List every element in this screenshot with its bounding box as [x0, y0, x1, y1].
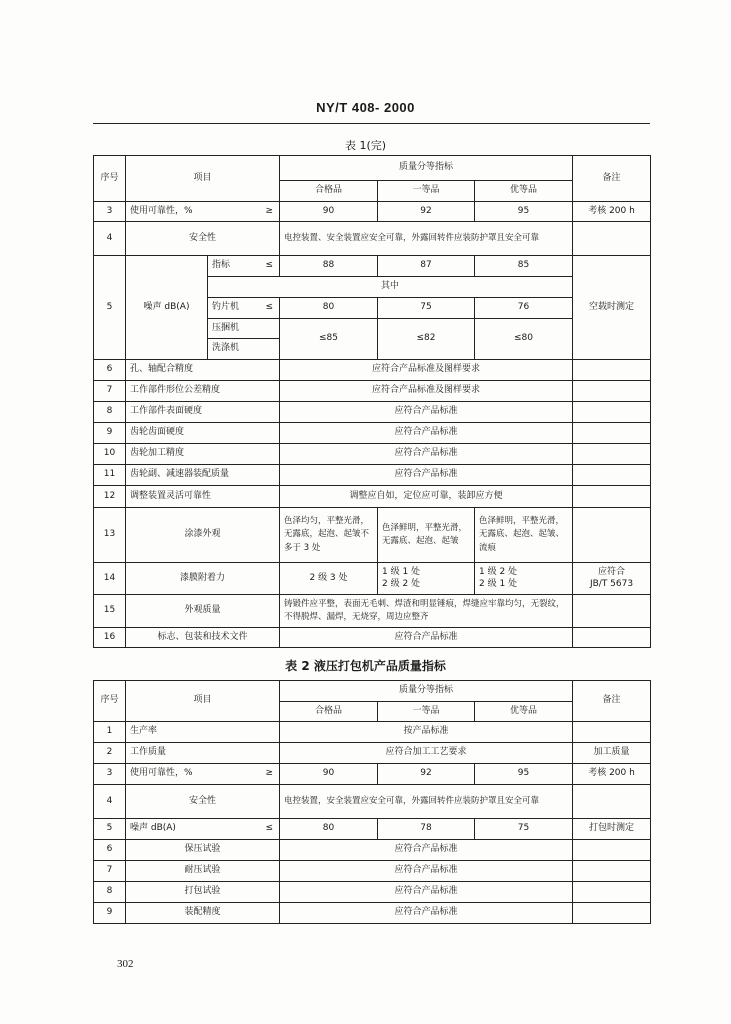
qualified-value: ≤85: [280, 319, 378, 360]
item-label: 安全性: [126, 222, 280, 256]
requirement-cell: 应符合产品标准: [280, 628, 573, 648]
comparison-symbol: ≤: [265, 823, 274, 834]
first-class-value: 78: [378, 819, 475, 840]
remark-cell: 打包时测定: [573, 819, 651, 840]
table1-caption: 表 1(完): [344, 139, 387, 152]
remark-cell: [573, 722, 651, 743]
row-number: 4: [94, 785, 126, 819]
superior-value: ≤80: [475, 319, 573, 360]
requirement-cell: 调整应自如，定位应可靠，装卸应方便: [280, 486, 573, 508]
comparison-symbol: ≥: [265, 205, 274, 216]
first-class-value: 75: [378, 298, 475, 319]
item-label: 调整装置灵活可靠性: [126, 486, 280, 508]
superior-value: [475, 563, 573, 595]
row-number: 2: [94, 743, 126, 764]
row-number: 5: [94, 256, 126, 360]
remark-cell: 加工质量: [573, 743, 651, 764]
table2-row: [94, 840, 651, 861]
item-label: 齿轮副、减速器装配质量: [126, 465, 280, 486]
requirement-cell: 应符合产品标准: [280, 465, 573, 486]
item-label: 工作质量: [126, 743, 280, 764]
table1-row: [94, 486, 651, 508]
remark-cell: [573, 423, 651, 444]
table1-row: [94, 595, 651, 628]
table1-row: [94, 465, 651, 486]
remark-cell: 考核 200 h: [573, 202, 651, 222]
row-number: 10: [94, 444, 126, 465]
remark-cell: [573, 444, 651, 465]
sub-item-cell: [208, 298, 280, 319]
table1-row: [94, 360, 651, 381]
superior-value: 76: [475, 298, 573, 319]
superior-value: 95: [475, 202, 573, 222]
remark-cell: [573, 785, 651, 819]
table1-header-qualified: 合格品: [280, 181, 378, 202]
table2-header-no: 序号: [94, 681, 126, 722]
item-label: 外观质量: [126, 595, 280, 628]
remark-cell: [573, 465, 651, 486]
table2-header-superior: 优等品: [475, 702, 573, 722]
first-class-value: [378, 563, 475, 595]
remark-cell: [573, 840, 651, 861]
table2-header-group: 质量分等指标: [280, 681, 573, 702]
table1-header-no: 序号: [94, 156, 126, 202]
superior-value: 95: [475, 764, 573, 785]
item-label: 齿轮加工精度: [126, 444, 280, 465]
item-label: 漆膜附着力: [126, 563, 280, 595]
row-number: 9: [94, 903, 126, 924]
table2-header-first: 一等品: [378, 702, 475, 722]
table2-row: [94, 882, 651, 903]
table2-header-remark: 备注: [573, 681, 651, 722]
item-label: 使用可靠性，%: [130, 768, 193, 779]
item-label: 齿轮齿面硬度: [126, 423, 280, 444]
sub-item-label: 洗涤机: [208, 339, 280, 360]
requirement-cell: 铸锻件应平整，表面无毛刺、焊渣和明显锤痕，焊缝应牢靠均匀，无裂纹，不得脱焊、漏焊，无烧穿，周边应整齐: [280, 595, 573, 628]
remark-line: 应符合: [598, 567, 626, 578]
first-class-value: 92: [378, 764, 475, 785]
qualified-value: 88: [280, 256, 378, 277]
remark-cell: [573, 381, 651, 402]
row-number: 13: [94, 508, 126, 563]
table2: [93, 680, 651, 924]
table2-header-item: 项目: [126, 681, 280, 722]
table1-row: [94, 423, 651, 444]
row-number: 11: [94, 465, 126, 486]
table2-row: [94, 861, 651, 882]
sub-item-label: 压捆机: [208, 319, 280, 339]
table1-row: [94, 256, 651, 277]
item-label: 孔、轴配合精度: [126, 360, 280, 381]
row-number: 4: [94, 222, 126, 256]
standard-header: NY/T 408- 2000: [316, 100, 415, 115]
requirement-cell: 应符合产品标准: [280, 882, 573, 903]
requirement-cell: 应符合产品标准: [280, 444, 573, 465]
table1-row: [94, 222, 651, 256]
table2-row: [94, 764, 651, 785]
row-number: 14: [94, 563, 126, 595]
row-number: 7: [94, 861, 126, 882]
sub-item-label: 钓片机: [212, 302, 240, 313]
table2-row: [94, 819, 651, 840]
table1-row: [94, 402, 651, 423]
among-label: 其中: [208, 277, 573, 298]
requirement-cell: 应符合产品标准: [280, 423, 573, 444]
item-label: 装配精度: [126, 903, 280, 924]
first-class-value: ≤82: [378, 319, 475, 360]
requirement-cell: 应符合产品标准: [280, 861, 573, 882]
item-label: 涂漆外观: [126, 508, 280, 563]
row-number: 12: [94, 486, 126, 508]
sub-item-cell: [208, 256, 280, 277]
requirement-cell: 应符合加工工艺要求: [280, 743, 573, 764]
item-cell: [126, 202, 280, 222]
table1-header-remark: 备注: [573, 156, 651, 202]
remark-cell: [573, 882, 651, 903]
first-class-line: 2 级 2 处: [382, 578, 421, 589]
page-number: 302: [117, 958, 134, 970]
remark-cell: [573, 360, 651, 381]
first-class-value: 色泽鲜明，平整光滑，无露底、起泡、起皱: [378, 508, 475, 563]
qualified-value: 90: [280, 202, 378, 222]
row-number: 7: [94, 381, 126, 402]
row-number: 8: [94, 402, 126, 423]
table1-header-group: 质量分等指标: [280, 156, 573, 181]
remark-cell: 考核 200 h: [573, 764, 651, 785]
table1-row: [94, 508, 651, 563]
sub-item-label: 指标: [212, 260, 231, 271]
superior-line: 1 级 2 处: [479, 567, 518, 578]
table1-row: [94, 202, 651, 222]
item-label: 打包试验: [126, 882, 280, 903]
item-label: 耐压试验: [126, 861, 280, 882]
remark-cell: [573, 903, 651, 924]
item-cell: [126, 764, 280, 785]
item-label: 保压试验: [126, 840, 280, 861]
requirement-cell: 应符合产品标准: [280, 903, 573, 924]
qualified-value: 2 级 3 处: [280, 563, 378, 595]
item-label: 标志、包装和技术文件: [126, 628, 280, 648]
row-number: 9: [94, 423, 126, 444]
row-number: 6: [94, 360, 126, 381]
table1-row: [94, 444, 651, 465]
superior-value: 75: [475, 819, 573, 840]
remark-cell: [573, 628, 651, 648]
item-label: 噪声 dB(A): [126, 256, 208, 360]
requirement-cell: 应符合产品标准及图样要求: [280, 381, 573, 402]
table1-row: [94, 628, 651, 648]
table1-row: [94, 563, 651, 595]
table1-header-superior: 优等品: [475, 181, 573, 202]
comparison-symbol: ≤: [265, 302, 274, 313]
qualified-value: 80: [280, 819, 378, 840]
row-number: 5: [94, 819, 126, 840]
item-label: 使用可靠性，%: [130, 205, 193, 216]
item-label: 工作部件形位公差精度: [126, 381, 280, 402]
remark-cell: [573, 595, 651, 628]
comparison-symbol: ≥: [265, 768, 274, 779]
row-number: 15: [94, 595, 126, 628]
table1-header-item: 项目: [126, 156, 280, 202]
qualified-value: 色泽均匀，平整光滑，无露底，起泡、起皱不多于 3 处: [280, 508, 378, 563]
qualified-value: 80: [280, 298, 378, 319]
remark-line: JB/T 5673: [589, 578, 634, 589]
row-number: 1: [94, 722, 126, 743]
table1-header-first: 一等品: [378, 181, 475, 202]
item-label: 噪声 dB(A): [130, 823, 176, 834]
row-number: 3: [94, 764, 126, 785]
requirement-cell: 应符合产品标准: [280, 402, 573, 423]
requirement-cell: 应符合产品标准: [280, 840, 573, 861]
requirement-cell: 电控装置，安全装置应安全可靠，外露回转件应装防护罩且安全可靠: [280, 785, 573, 819]
superior-value: 85: [475, 256, 573, 277]
table2-row: [94, 743, 651, 764]
first-class-line: 1 级 1 处: [382, 567, 421, 578]
item-label: 生产率: [126, 722, 280, 743]
header-rule: [93, 123, 650, 124]
row-number: 8: [94, 882, 126, 903]
remark-cell: [573, 508, 651, 563]
remark-cell: [573, 402, 651, 423]
table1-row: [94, 381, 651, 402]
requirement-cell: 按产品标准: [280, 722, 573, 743]
qualified-value: 90: [280, 764, 378, 785]
item-label: 安全性: [126, 785, 280, 819]
row-number: 16: [94, 628, 126, 648]
table2-caption: 表 2 液压打包机产品质量指标: [285, 659, 446, 673]
remark-cell: 空载时测定: [573, 256, 651, 360]
superior-value: 色泽鲜明，平整光滑，无露底、起泡、起皱、流痕: [475, 508, 573, 563]
row-number: 6: [94, 840, 126, 861]
first-class-value: 87: [378, 256, 475, 277]
superior-line: 2 级 1 处: [479, 578, 518, 589]
row-number: 3: [94, 202, 126, 222]
table1: [93, 155, 651, 648]
requirement-cell: 应符合产品标准及图样要求: [280, 360, 573, 381]
table2-row: [94, 785, 651, 819]
remark-cell: [573, 563, 651, 595]
remark-cell: [573, 222, 651, 256]
remark-cell: [573, 861, 651, 882]
requirement-cell: 电控装置、安全装置应安全可靠，外露回转件应装防护罩且安全可靠: [280, 222, 573, 256]
table2-row: [94, 903, 651, 924]
first-class-value: 92: [378, 202, 475, 222]
table2-header-qualified: 合格品: [280, 702, 378, 722]
table2-row: [94, 722, 651, 743]
item-label: 工作部件表面硬度: [126, 402, 280, 423]
comparison-symbol: ≤: [265, 260, 274, 271]
item-cell: [126, 819, 280, 840]
remark-cell: [573, 486, 651, 508]
